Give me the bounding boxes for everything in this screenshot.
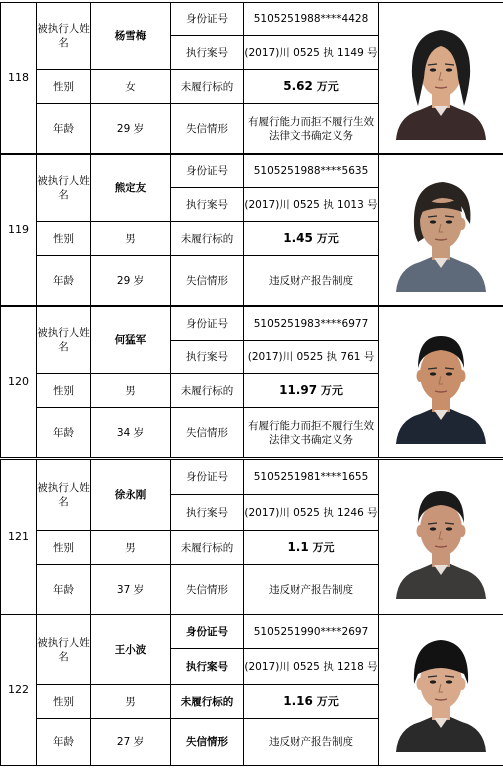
age-label: 年龄 — [37, 256, 91, 306]
case-no-value: (2017)川 0525 执 1149 号 — [244, 36, 379, 70]
case-no-value: (2017)川 0525 执 1013 号 — [244, 188, 379, 222]
id-card-value: 5105251988****4428 — [244, 3, 379, 36]
case-no-value: (2017)川 0525 执 761 号 — [244, 341, 379, 374]
record-table — [0, 2, 503, 154]
record-block — [0, 459, 503, 615]
gender-value: 男 — [91, 222, 171, 256]
gender-label: 性别 — [37, 70, 91, 104]
unpaid-value — [244, 531, 379, 565]
unpaid-unit: 万元 — [316, 695, 339, 708]
reason-label: 失信情形 — [171, 256, 244, 306]
id-card-value: 5105251981****1655 — [244, 460, 379, 495]
id-card-value: 5105251988****5635 — [244, 155, 379, 188]
id-card-label: 身份证号 — [171, 460, 244, 495]
record-table — [0, 459, 503, 615]
reason-value: 违反财产报告制度 — [244, 256, 379, 306]
portrait-photo — [379, 615, 503, 766]
record-block — [0, 614, 503, 766]
unpaid-value — [244, 70, 379, 104]
reason-label: 失信情形 — [171, 565, 244, 615]
reason-value: 有履行能力而拒不履行生效法律文书确定义务 — [244, 408, 379, 458]
reason-value: 违反财产报告制度 — [244, 565, 379, 615]
record-index: 120 — [1, 307, 37, 458]
age-value: 29 岁 — [91, 256, 171, 306]
record-table — [0, 614, 503, 766]
unpaid-amount: 1.1 — [287, 540, 309, 554]
record-block — [0, 306, 503, 458]
unpaid-unit: 万元 — [312, 541, 335, 554]
portrait-photo — [379, 3, 503, 154]
name-label: 被执行人姓名 — [37, 307, 91, 374]
age-label: 年龄 — [37, 408, 91, 458]
gender-label: 性别 — [37, 531, 91, 565]
unpaid-amount: 5.62 — [283, 79, 313, 93]
unpaid-amount: 11.97 — [279, 383, 318, 397]
name-value: 王小波 — [91, 615, 171, 685]
name-value: 何猛军 — [91, 307, 171, 374]
unpaid-label: 未履行标的 — [171, 222, 244, 256]
portrait-photo — [379, 460, 503, 615]
case-no-value: (2017)川 0525 执 1218 号 — [244, 649, 379, 685]
gender-label: 性别 — [37, 685, 91, 719]
age-value: 34 岁 — [91, 408, 171, 458]
record-index: 121 — [1, 460, 37, 615]
id-card-label: 身份证号 — [171, 615, 244, 649]
portrait-silhouette — [390, 168, 492, 292]
record-index: 119 — [1, 155, 37, 306]
unpaid-value — [244, 222, 379, 256]
id-card-value: 5105251983****6977 — [244, 307, 379, 341]
name-label: 被执行人姓名 — [37, 460, 91, 531]
gender-label: 性别 — [37, 374, 91, 408]
unpaid-label: 未履行标的 — [171, 70, 244, 104]
reason-value: 有履行能力而拒不履行生效法律文书确定义务 — [244, 104, 379, 154]
unpaid-label: 未履行标的 — [171, 374, 244, 408]
record-block — [0, 2, 503, 154]
gender-value: 男 — [91, 685, 171, 719]
unpaid-label: 未履行标的 — [171, 531, 244, 565]
id-card-label: 身份证号 — [171, 307, 244, 341]
age-label: 年龄 — [37, 565, 91, 615]
reason-label: 失信情形 — [171, 408, 244, 458]
name-value: 徐永刚 — [91, 460, 171, 531]
reason-value: 违反财产报告制度 — [244, 719, 379, 766]
unpaid-unit: 万元 — [316, 232, 339, 245]
gender-value: 男 — [91, 531, 171, 565]
record-table — [0, 154, 503, 306]
age-label: 年龄 — [37, 104, 91, 154]
age-value: 29 岁 — [91, 104, 171, 154]
record-index: 122 — [1, 615, 37, 766]
case-no-label: 执行案号 — [171, 649, 244, 685]
portrait-silhouette — [390, 475, 492, 599]
name-label: 被执行人姓名 — [37, 3, 91, 70]
unpaid-label: 未履行标的 — [171, 685, 244, 719]
reason-label: 失信情形 — [171, 104, 244, 154]
name-value: 熊定友 — [91, 155, 171, 222]
case-no-value: (2017)川 0525 执 1246 号 — [244, 495, 379, 531]
portrait-photo — [379, 307, 503, 458]
name-label: 被执行人姓名 — [37, 155, 91, 222]
case-no-label: 执行案号 — [171, 495, 244, 531]
case-no-label: 执行案号 — [171, 36, 244, 70]
unpaid-value — [244, 685, 379, 719]
case-no-label: 执行案号 — [171, 341, 244, 374]
name-label: 被执行人姓名 — [37, 615, 91, 685]
case-no-label: 执行案号 — [171, 188, 244, 222]
age-value: 37 岁 — [91, 565, 171, 615]
record-block — [0, 154, 503, 306]
record-index: 118 — [1, 3, 37, 154]
record-table — [0, 306, 503, 458]
id-card-label: 身份证号 — [171, 3, 244, 36]
portrait-silhouette — [390, 320, 492, 444]
portrait-silhouette — [390, 628, 492, 752]
id-card-label: 身份证号 — [171, 155, 244, 188]
gender-label: 性别 — [37, 222, 91, 256]
unpaid-unit: 万元 — [316, 80, 339, 93]
unpaid-value — [244, 374, 379, 408]
portrait-photo — [379, 155, 503, 306]
unpaid-amount: 1.16 — [283, 694, 313, 708]
portrait-silhouette — [390, 16, 492, 140]
unpaid-unit: 万元 — [320, 384, 343, 397]
age-value: 27 岁 — [91, 719, 171, 766]
gender-value: 男 — [91, 374, 171, 408]
reason-label: 失信情形 — [171, 719, 244, 766]
gender-value: 女 — [91, 70, 171, 104]
unpaid-amount: 1.45 — [283, 231, 313, 245]
age-label: 年龄 — [37, 719, 91, 766]
id-card-value: 5105251990****2697 — [244, 615, 379, 649]
name-value: 杨雪梅 — [91, 3, 171, 70]
